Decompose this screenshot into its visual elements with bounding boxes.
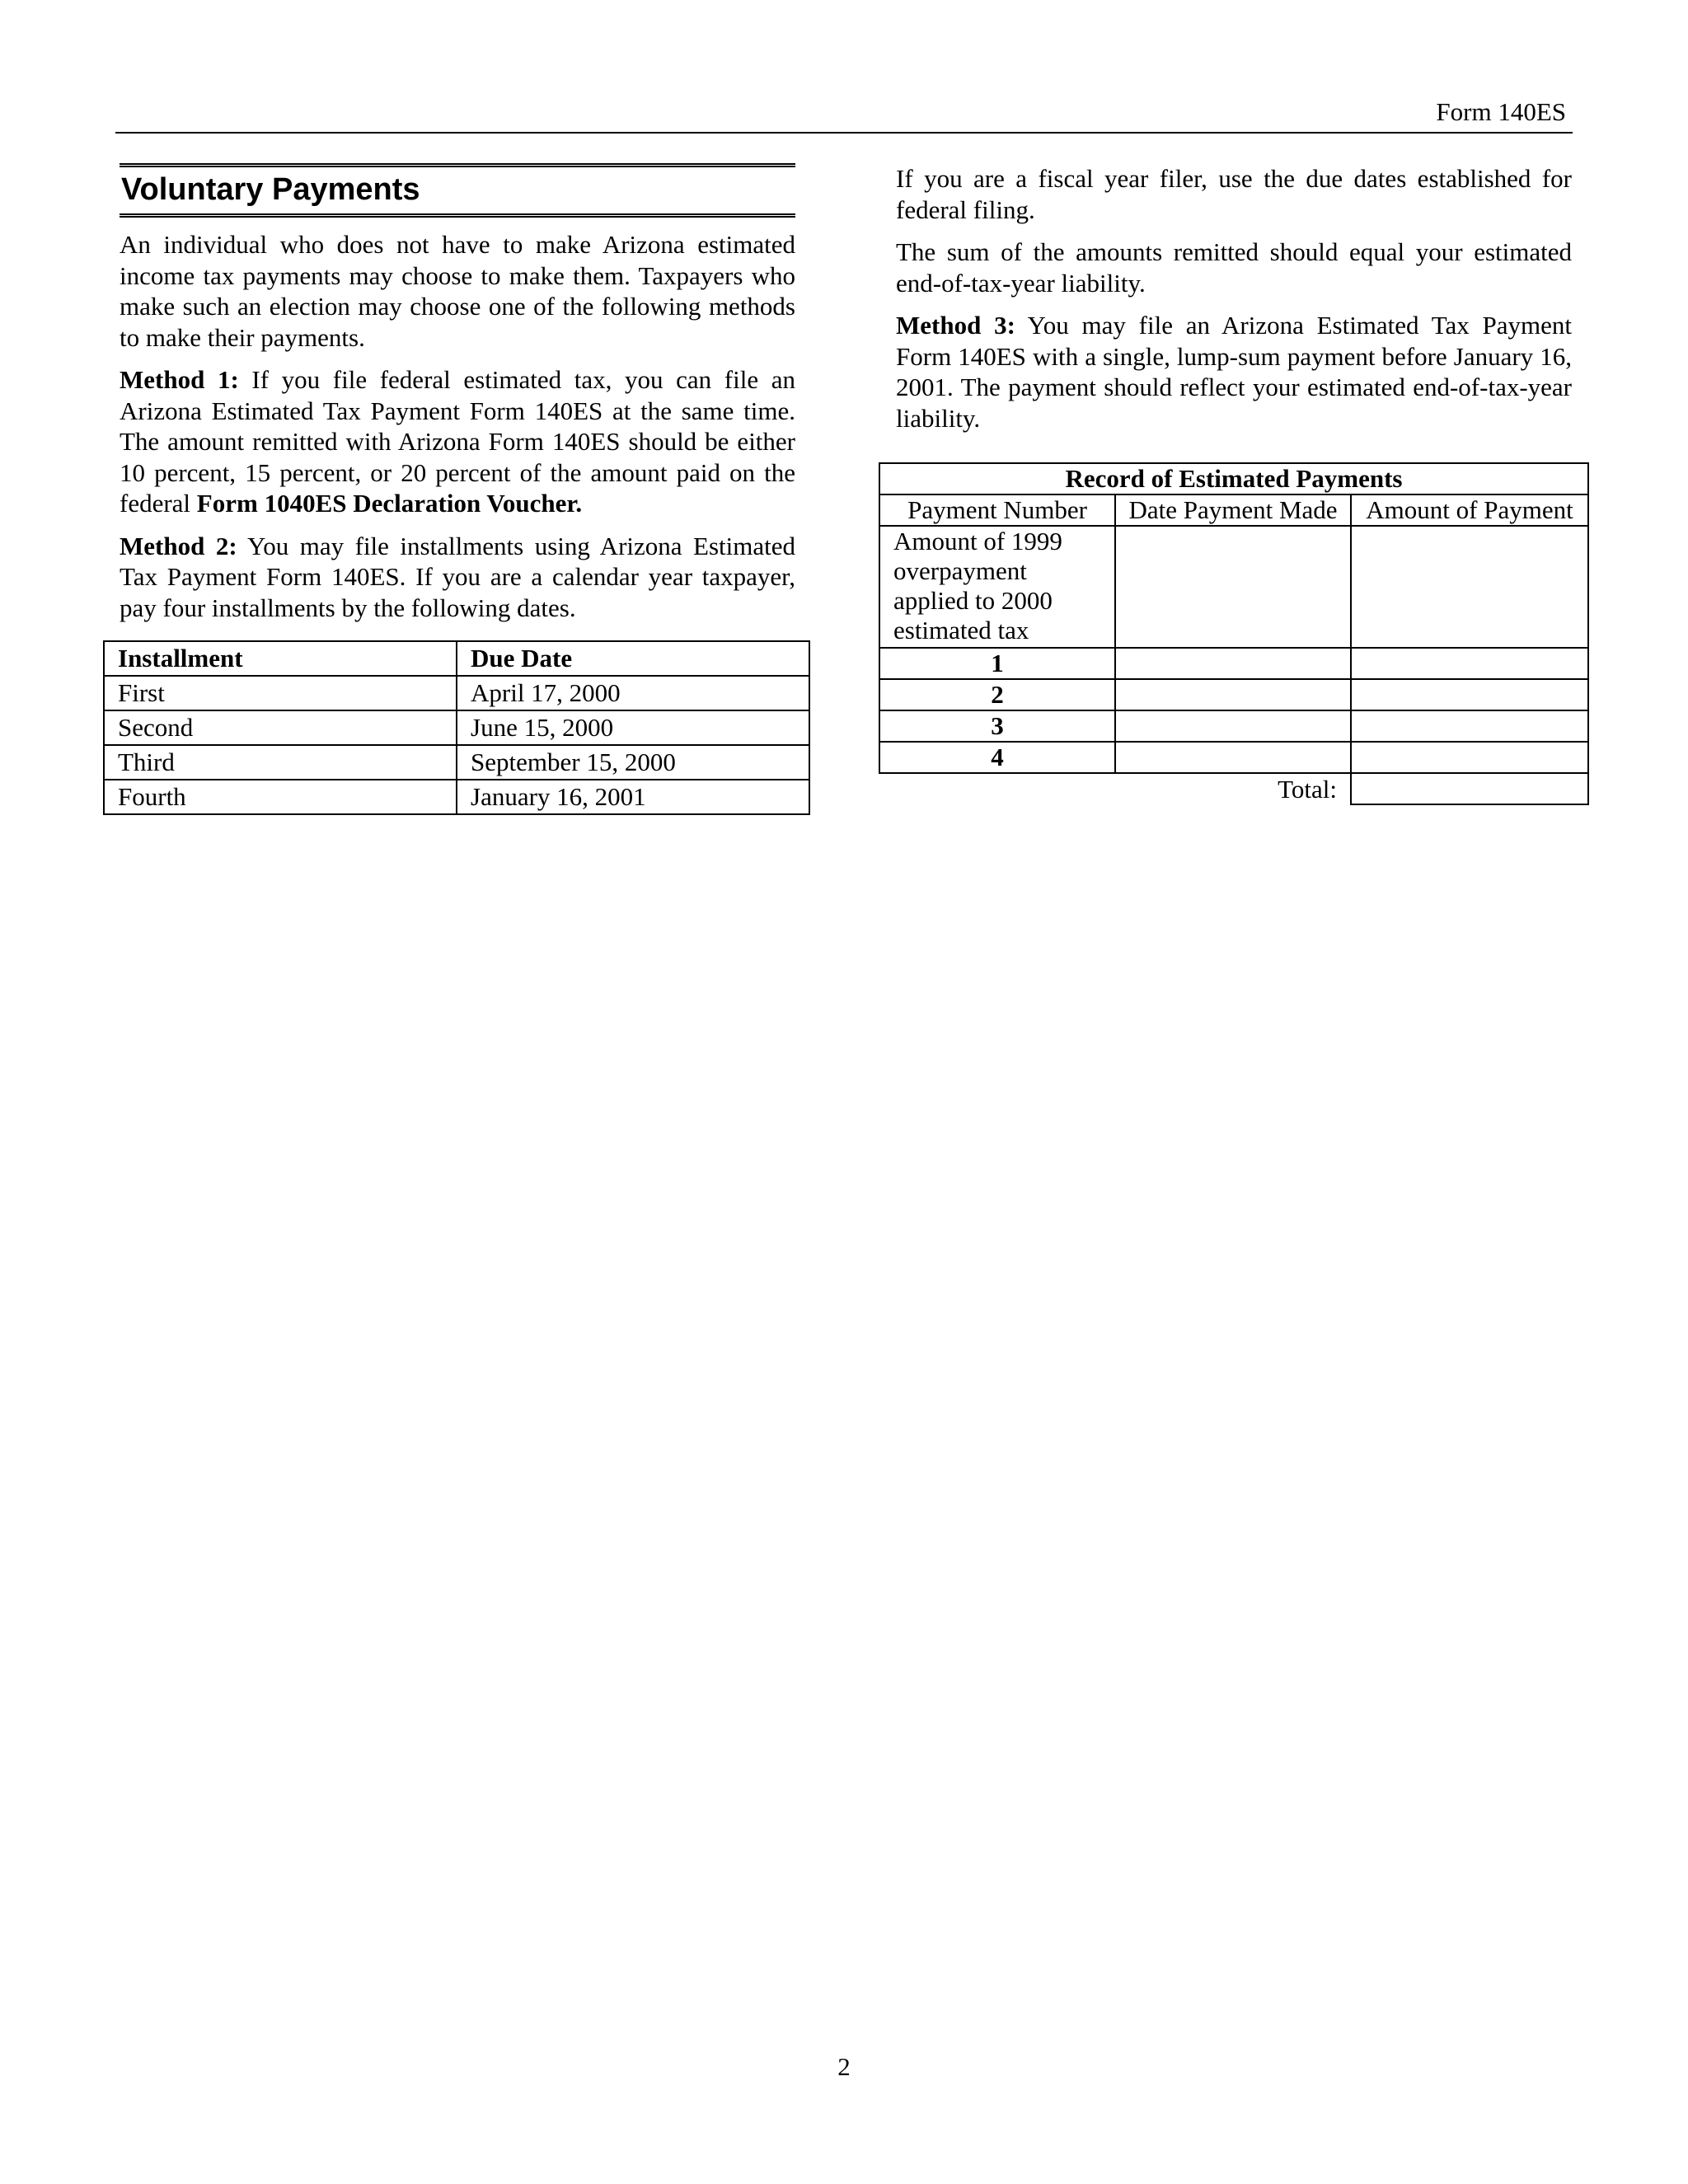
right-column (896, 163, 1572, 445)
payment-number: 4 (879, 742, 1115, 773)
amount-field[interactable] (1351, 526, 1588, 648)
amount-field[interactable] (1351, 742, 1588, 773)
record-title: Record of Estimated Payments (879, 463, 1588, 494)
table-row (879, 679, 1588, 710)
payment-number: 1 (879, 648, 1115, 679)
method1-text: If you file federal estimated tax, you can file an Arizona Estimated Tax Payment Form 140ES at the same time. The amount remitted with Arizona Form 140ES should be either 10 percent, 15 percent, or 20 percent of the amount paid on the federal (120, 365, 795, 518)
method2-text: You may file installments using Arizona Estimated Tax Payment Form 140ES. If you are a calendar year taxpayer, pay four installments by the following dates. (120, 531, 795, 622)
sum-paragraph: The sum of the amounts remitted should equal your estimated end-of-tax-year liability. (896, 237, 1572, 298)
amount-field[interactable] (1351, 648, 1588, 679)
installment-cell: Third (104, 745, 457, 780)
payment-number: 2 (879, 679, 1115, 710)
section-title: Voluntary Payments (120, 163, 795, 218)
date-payment-header: Date Payment Made (1115, 494, 1351, 526)
date-field[interactable] (1115, 742, 1351, 773)
total-label: Total: (1278, 774, 1337, 804)
installment-header-row (104, 641, 809, 676)
due-date-cell: June 15, 2000 (457, 710, 809, 745)
table-row (104, 780, 809, 814)
record-table (879, 462, 1589, 805)
record-title-row (879, 463, 1588, 494)
header-rule (115, 132, 1573, 134)
due-date-cell: January 16, 2001 (457, 780, 809, 814)
date-field[interactable] (1115, 526, 1351, 648)
record-header-row (879, 494, 1588, 526)
table-row (104, 676, 809, 710)
method1-voucher: Form 1040ES Declaration Voucher. (196, 489, 583, 518)
method2-label: Method 2: (120, 531, 237, 560)
payment-number-header: Payment Number (879, 494, 1115, 526)
form-label: Form 140ES (1436, 97, 1566, 126)
amount-field[interactable] (1351, 679, 1588, 710)
method1-label: Method 1: (120, 365, 239, 394)
fiscal-paragraph: If you are a fiscal year filer, use the due dates established for federal filing. (896, 164, 1572, 224)
table-row (879, 526, 1588, 648)
date-field[interactable] (1115, 648, 1351, 679)
method1-paragraph (120, 364, 795, 519)
method3-label: Method 3: (896, 311, 1015, 340)
payment-number: 3 (879, 710, 1115, 742)
installment-header: Installment (104, 641, 457, 676)
overpayment-label: Amount of 1999 overpayment applied to 2000 estimated tax (879, 526, 1115, 648)
method2-paragraph (120, 531, 795, 624)
left-column (120, 163, 795, 635)
total-row (879, 773, 1588, 804)
installment-table (103, 640, 810, 815)
table-row (104, 745, 809, 780)
method3-paragraph (896, 310, 1572, 434)
installment-cell: Second (104, 710, 457, 745)
page-number: 2 (837, 2052, 851, 2081)
installment-cell: First (104, 676, 457, 710)
amount-field[interactable] (1351, 710, 1588, 742)
due-date-cell: September 15, 2000 (457, 745, 809, 780)
table-row (879, 710, 1588, 742)
table-row (104, 710, 809, 745)
due-date-cell: April 17, 2000 (457, 676, 809, 710)
total-field[interactable] (1351, 773, 1588, 804)
due-date-header: Due Date (457, 641, 809, 676)
table-row (879, 742, 1588, 773)
date-field[interactable] (1115, 679, 1351, 710)
intro-paragraph: An individual who does not have to make Arizona estimated income tax payments may choose to make them. Taxpayers who make such an election may choose one of the following methods to make their payments. (120, 230, 795, 352)
amount-header: Amount of Payment (1351, 494, 1588, 526)
method3-text: You may file an Arizona Estimated Tax Payment Form 140ES with a single, lump-sum payment before January 16, 2001. The payment should reflect your estimated end-of-tax-year liability. (896, 311, 1572, 433)
table-row (879, 648, 1588, 679)
installment-cell: Fourth (104, 780, 457, 814)
date-field[interactable] (1115, 710, 1351, 742)
